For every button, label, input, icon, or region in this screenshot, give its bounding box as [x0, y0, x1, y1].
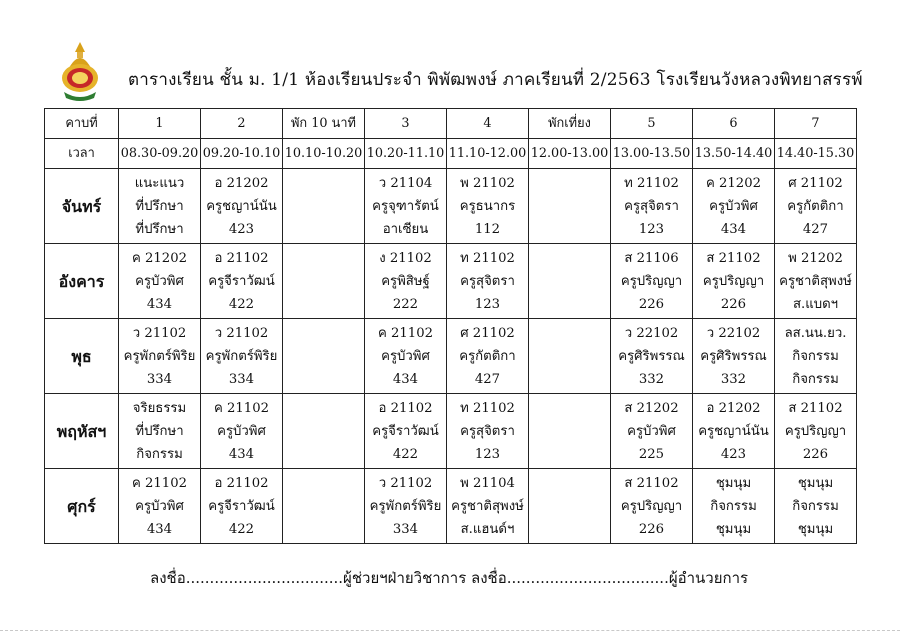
class-cell-line: ส 21102: [624, 475, 679, 491]
class-cell-line: ครูบัวพิศ: [627, 423, 676, 439]
class-cell: [365, 469, 447, 544]
class-cell-line: 422: [228, 521, 255, 537]
class-cell: [693, 394, 775, 469]
class-cell-line: ครูพักตร์พิริย: [205, 348, 278, 364]
class-cell-line: 427: [474, 371, 501, 387]
class-cell-line: ครูกัตติกา: [787, 198, 844, 214]
time-row-cell: 13.00-13.50: [611, 139, 693, 169]
period-header-row-cell: 3: [365, 109, 447, 139]
class-cell-line: ส 21202: [624, 400, 679, 416]
class-cell-line: ครูชญาน์นัน: [206, 198, 277, 214]
class-cell-line: 427: [802, 221, 829, 237]
day-name: จันทร์: [45, 169, 119, 244]
class-cell: [283, 394, 365, 469]
class-cell: [611, 319, 693, 394]
class-cell: [365, 244, 447, 319]
class-cell: [447, 319, 529, 394]
period-header-row-cell: 1: [119, 109, 201, 139]
class-cell: [693, 469, 775, 544]
class-cell-line: ท 21102: [624, 175, 679, 191]
class-cell: [611, 169, 693, 244]
class-cell-line: พ 21104: [460, 475, 515, 491]
class-cell-line: ว 21102: [214, 325, 269, 341]
time-row-cell: 11.10-12.00: [447, 139, 529, 169]
class-cell-line: ว 21102: [132, 325, 187, 341]
class-cell: [447, 244, 529, 319]
class-cell-line: ศ 21102: [788, 175, 843, 191]
class-cell: [529, 244, 611, 319]
class-cell-line: กิจกรรม: [792, 348, 839, 364]
class-cell-line: 225: [638, 446, 665, 462]
class-cell-line: ชุมนุม: [797, 475, 834, 491]
class-cell-line: พ 21102: [460, 175, 515, 191]
class-cell: [775, 169, 857, 244]
class-cell: [201, 394, 283, 469]
day-name: ศุกร์: [45, 469, 119, 544]
class-cell-line: กิจกรรม: [792, 371, 839, 387]
class-cell-line: 123: [638, 221, 665, 237]
class-cell: [693, 244, 775, 319]
class-cell-line: ชุมนุม: [715, 475, 752, 491]
timetable: [44, 108, 857, 544]
page-title: ตารางเรียน ชั้น ม. 1/1 ห้องเรียนประจำ พิพัฒพงษ์ ภาคเรียนที่ 2/2563 โรงเรียนวังหลวงพิทยาสรรพ์: [128, 70, 863, 90]
day-row: [45, 394, 857, 469]
class-cell-line: 226: [720, 296, 747, 312]
time-row-cell: 10.20-11.10: [365, 139, 447, 169]
class-cell-line: 434: [720, 221, 747, 237]
class-cell-line: ลส.นน.ยว.: [784, 325, 847, 341]
class-cell-line: ครูพักตร์พิริย: [369, 498, 442, 514]
class-cell: [119, 319, 201, 394]
period-header-row-cell: 2: [201, 109, 283, 139]
class-cell-line: อ 21102: [214, 250, 269, 266]
class-cell-line: 123: [474, 296, 501, 312]
class-cell-line: ครูพิสิษฐ์: [381, 273, 430, 289]
period-header-row-cell: คาบที่: [45, 109, 119, 139]
class-cell-line: ค 21102: [132, 475, 187, 491]
class-cell-line: 123: [474, 446, 501, 462]
class-cell-line: 422: [228, 296, 255, 312]
class-cell-line: ส 21102: [788, 400, 843, 416]
class-cell: [447, 169, 529, 244]
class-cell: [693, 169, 775, 244]
class-cell-line: ครูชญาน์นัน: [698, 423, 769, 439]
class-cell-line: 226: [638, 296, 665, 312]
time-row-cell: 09.20-10.10: [201, 139, 283, 169]
day-name: อังคาร: [45, 244, 119, 319]
class-cell: [201, 469, 283, 544]
class-cell: [119, 394, 201, 469]
day-row: [45, 319, 857, 394]
class-cell: [365, 319, 447, 394]
class-cell-line: ที่ปรึกษา: [135, 423, 184, 439]
class-cell: [775, 244, 857, 319]
class-cell-line: ส 21102: [706, 250, 761, 266]
day-row: [45, 169, 857, 244]
time-row-cell: 14.40-15.30: [775, 139, 857, 169]
class-cell-line: ครูบัวพิศ: [709, 198, 758, 214]
day-row: [45, 244, 857, 319]
class-cell: [775, 394, 857, 469]
class-cell-line: ครูกัตติกา: [459, 348, 516, 364]
period-header-row-cell: พักเที่ยง: [529, 109, 611, 139]
class-cell-line: ครูจีราวัฒน์: [208, 273, 275, 289]
class-cell-line: ค 21102: [214, 400, 269, 416]
class-cell-line: ศ 21102: [460, 325, 515, 341]
class-cell-line: ครูปริญญา: [702, 273, 765, 289]
class-cell-line: ครูปริญญา: [784, 423, 847, 439]
class-cell: [119, 244, 201, 319]
class-cell-line: ครูพักตร์พิริย: [123, 348, 196, 364]
class-cell-line: ว 21104: [378, 175, 433, 191]
class-cell-line: ครูบัวพิศ: [135, 273, 184, 289]
school-logo-icon: [58, 40, 102, 102]
class-cell-line: ว 22102: [706, 325, 761, 341]
period-header-row: [45, 109, 857, 139]
time-row: [45, 139, 857, 169]
class-cell-line: 334: [228, 371, 255, 387]
day-name: พุธ: [45, 319, 119, 394]
signature-line: ลงชื่อ.................................ผู้ช่วยฯฝ่ายวิชาการ ลงชื่อ..................................ผู้อำนวยการ: [150, 569, 749, 587]
class-cell-line: ครูปริญญา: [620, 273, 683, 289]
class-cell-line: ครูศิริพรรณ: [618, 348, 685, 364]
period-header-row-cell: 4: [447, 109, 529, 139]
class-cell-line: ส 21106: [624, 250, 679, 266]
page-divider: [0, 630, 900, 631]
class-cell-line: ท 21102: [460, 250, 515, 266]
class-cell-line: ครูจีราวัฒน์: [372, 423, 439, 439]
class-cell-line: อ 21102: [378, 400, 433, 416]
class-cell-line: อ 21202: [214, 175, 269, 191]
class-cell-line: 434: [228, 446, 255, 462]
class-cell-line: ครูบัวพิศ: [381, 348, 430, 364]
class-cell-line: ครูชาติสุพงษ์: [779, 273, 852, 289]
class-cell-line: ว 22102: [624, 325, 679, 341]
time-row-cell: 12.00-13.00: [529, 139, 611, 169]
class-cell-line: ครูปริญญา: [620, 498, 683, 514]
class-cell-line: พ 21202: [788, 250, 843, 266]
class-cell-line: 334: [392, 521, 419, 537]
class-cell: [447, 469, 529, 544]
class-cell: [529, 319, 611, 394]
class-cell-line: 332: [638, 371, 665, 387]
class-cell: [365, 394, 447, 469]
time-row-cell: เวลา: [45, 139, 119, 169]
class-cell: [283, 169, 365, 244]
class-cell-line: อ 21202: [706, 400, 761, 416]
class-cell-line: ครูสุจิตรา: [624, 198, 679, 214]
class-cell-line: 332: [720, 371, 747, 387]
class-cell: [775, 469, 857, 544]
class-cell-line: ครูศิริพรรณ: [700, 348, 767, 364]
class-cell: [529, 394, 611, 469]
class-cell-line: 422: [392, 446, 419, 462]
class-cell-line: อ 21102: [214, 475, 269, 491]
class-cell-line: ครูธนากร: [459, 198, 516, 214]
class-cell-line: จริยธรรม: [132, 400, 187, 416]
period-header-row-cell: 7: [775, 109, 857, 139]
class-cell: [201, 319, 283, 394]
day-name: พฤหัสฯ: [45, 394, 119, 469]
class-cell: [119, 469, 201, 544]
period-header-row-cell: พัก 10 นาที: [283, 109, 365, 139]
class-cell-line: ค 21202: [132, 250, 187, 266]
class-cell-line: ครูสุจิตรา: [460, 423, 515, 439]
class-cell-line: ส.แฮนด์ฯ: [460, 521, 515, 537]
time-row-cell: 13.50-14.40: [693, 139, 775, 169]
class-cell: [283, 319, 365, 394]
class-cell: [611, 469, 693, 544]
class-cell-line: ท 21102: [460, 400, 515, 416]
time-row-cell: 10.10-10.20: [283, 139, 365, 169]
class-cell-line: ครูสุจิตรา: [460, 273, 515, 289]
class-cell: [529, 169, 611, 244]
class-cell-line: 423: [228, 221, 255, 237]
class-cell-line: ครูบัวพิศ: [135, 498, 184, 514]
class-cell-line: 423: [720, 446, 747, 462]
period-header-row-cell: 5: [611, 109, 693, 139]
class-cell-line: กิจกรรม: [792, 498, 839, 514]
class-cell: [119, 169, 201, 244]
class-cell: [365, 169, 447, 244]
class-cell-line: ง 21102: [379, 250, 432, 266]
class-cell-line: 112: [474, 221, 501, 237]
class-cell: [283, 469, 365, 544]
class-cell-line: ชุมนุม: [715, 521, 752, 537]
class-cell: [611, 244, 693, 319]
class-cell-line: กิจกรรม: [710, 498, 757, 514]
class-cell-line: 434: [392, 371, 419, 387]
class-cell-line: ที่ปรึกษา: [135, 221, 184, 237]
class-cell-line: 222: [392, 296, 419, 312]
class-cell: [775, 319, 857, 394]
class-cell-line: 434: [146, 296, 173, 312]
time-row-cell: 08.30-09.20: [119, 139, 201, 169]
class-cell: [201, 244, 283, 319]
class-cell-line: ที่ปรึกษา: [135, 198, 184, 214]
class-cell-line: ครูจีราวัฒน์: [208, 498, 275, 514]
class-cell: [447, 394, 529, 469]
class-cell-line: 226: [638, 521, 665, 537]
class-cell-line: ครูจุฑารัตน์: [372, 198, 439, 214]
class-cell-line: ค 21202: [706, 175, 761, 191]
class-cell-line: ค 21102: [378, 325, 433, 341]
class-cell-line: อาเซียน: [382, 221, 429, 237]
class-cell-line: กิจกรรม: [136, 446, 183, 462]
class-cell-line: 334: [146, 371, 173, 387]
class-cell: [529, 469, 611, 544]
class-cell-line: 434: [146, 521, 173, 537]
class-cell-line: 226: [802, 446, 829, 462]
class-cell-line: ว 21102: [378, 475, 433, 491]
class-cell-line: แนะแนว: [134, 175, 185, 191]
class-cell: [201, 169, 283, 244]
period-header-row-cell: 6: [693, 109, 775, 139]
class-cell-line: ชุมนุม: [797, 521, 834, 537]
class-cell: [693, 319, 775, 394]
day-row: [45, 469, 857, 544]
class-cell: [611, 394, 693, 469]
class-cell-line: ครูบัวพิศ: [217, 423, 266, 439]
class-cell-line: ส.แบดฯ: [792, 296, 839, 312]
class-cell: [283, 244, 365, 319]
class-cell-line: ครูชาติสุพงษ์: [451, 498, 524, 514]
